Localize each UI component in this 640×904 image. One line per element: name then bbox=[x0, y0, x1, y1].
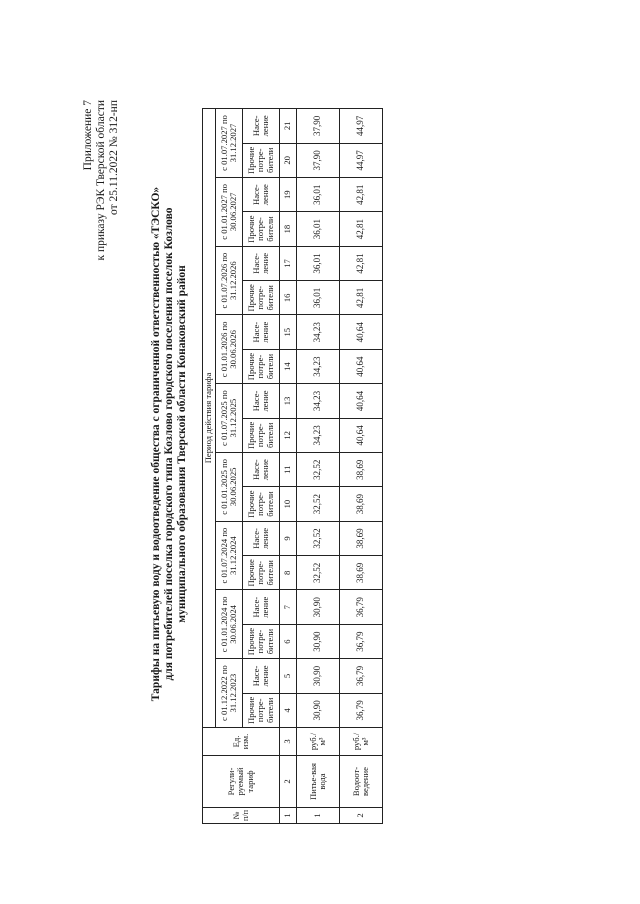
column-number: 5 bbox=[280, 659, 297, 693]
header-period-5: с 01.07.2025 по 31.12.2025 bbox=[216, 384, 243, 453]
header-period-9: с 01.07.2027 по 31.12.2027 bbox=[216, 109, 243, 178]
header-other-consumers: Прочие потре-бители bbox=[243, 212, 280, 246]
heading-line-1: Тарифы на питьевую воду и водоотведение общества с ограниченной ответственностью «ТЭСКО» bbox=[150, 186, 162, 702]
row-value: 40,64 bbox=[340, 315, 383, 349]
row-value: 44,97 bbox=[340, 109, 383, 144]
header-population: Насе-ление bbox=[243, 246, 280, 280]
row-value: 37,90 bbox=[297, 109, 340, 144]
row-number: 2 bbox=[340, 808, 383, 824]
row-number: 1 bbox=[297, 808, 340, 824]
row-value: 34,23 bbox=[297, 315, 340, 349]
header-population: Насе-ление bbox=[243, 178, 280, 212]
column-number: 13 bbox=[280, 384, 297, 418]
column-number: 7 bbox=[280, 590, 297, 624]
header-unit: Ед. изм. bbox=[203, 728, 280, 756]
row-unit: руб./м³ bbox=[340, 728, 383, 756]
column-number: 20 bbox=[280, 143, 297, 177]
row-value: 32,52 bbox=[297, 487, 340, 521]
header-other-consumers: Прочие потре-бители bbox=[243, 693, 280, 727]
column-number: 12 bbox=[280, 418, 297, 452]
header-other-consumers: Прочие потре-бители bbox=[243, 349, 280, 383]
row-value: 40,64 bbox=[340, 418, 383, 452]
row-value: 42,81 bbox=[340, 246, 383, 280]
row-value: 34,23 bbox=[297, 349, 340, 383]
row-tariff-name: Водоот-ведение bbox=[340, 756, 383, 808]
heading-line-3: муниципального образования Тверской области Конаковский район bbox=[176, 265, 188, 623]
row-value: 44,97 bbox=[340, 143, 383, 177]
header-period-7: с 01.07.2026 по 31.12.2026 bbox=[216, 246, 243, 315]
row-value: 30,90 bbox=[297, 624, 340, 658]
row-value: 36,79 bbox=[340, 590, 383, 624]
appendix-line-3: от 25.11.2022 № 312-нп bbox=[108, 100, 120, 215]
row-value: 34,23 bbox=[297, 418, 340, 452]
row-value: 38,69 bbox=[340, 453, 383, 487]
appendix-line-1: Приложение 7 bbox=[82, 100, 94, 171]
row-value: 32,52 bbox=[297, 453, 340, 487]
header-period: Период действия тарифа bbox=[203, 109, 216, 728]
header-period-3: с 01.07.2024 по 31.12.2024 bbox=[216, 521, 243, 590]
appendix-line-2: к приказу РЭК Тверской области bbox=[95, 100, 107, 261]
column-number: 8 bbox=[280, 556, 297, 590]
row-value: 38,69 bbox=[340, 521, 383, 555]
header-period-1: с 01.12.2022 по 31.12.2023 bbox=[216, 659, 243, 728]
row-value: 32,52 bbox=[297, 556, 340, 590]
header-population: Насе-ление bbox=[243, 590, 280, 624]
column-number: 19 bbox=[280, 178, 297, 212]
row-value: 34,23 bbox=[297, 384, 340, 418]
column-numbers-row bbox=[280, 109, 297, 824]
column-number: 14 bbox=[280, 349, 297, 383]
row-tariff-name: Питье-вая вода bbox=[297, 756, 340, 808]
row-value: 38,69 bbox=[340, 556, 383, 590]
header-period-4: с 01.01.2025 по 30.06.2025 bbox=[216, 453, 243, 522]
column-number: 6 bbox=[280, 624, 297, 658]
row-value: 30,90 bbox=[297, 693, 340, 727]
column-number: 2 bbox=[280, 756, 297, 808]
column-number: 10 bbox=[280, 487, 297, 521]
row-value: 30,90 bbox=[297, 659, 340, 693]
header-other-consumers: Прочие потре-бители bbox=[243, 143, 280, 177]
header-row-2 bbox=[216, 109, 243, 824]
table-row bbox=[297, 109, 340, 824]
column-number: 11 bbox=[280, 453, 297, 487]
row-value: 32,52 bbox=[297, 521, 340, 555]
row-value: 36,79 bbox=[340, 693, 383, 727]
header-row-3 bbox=[243, 109, 280, 824]
row-value: 42,81 bbox=[340, 178, 383, 212]
header-population: Насе-ление bbox=[243, 521, 280, 555]
header-population: Насе-ление bbox=[243, 453, 280, 487]
header-population: Насе-ление bbox=[243, 384, 280, 418]
header-period-8: с 01.01.2027 по 30.06.2027 bbox=[216, 178, 243, 247]
header-other-consumers: Прочие потре-бители bbox=[243, 624, 280, 658]
row-value: 42,81 bbox=[340, 212, 383, 246]
row-value: 30,90 bbox=[297, 590, 340, 624]
column-number: 18 bbox=[280, 212, 297, 246]
header-population: Насе-ление bbox=[243, 109, 280, 144]
column-number: 4 bbox=[280, 693, 297, 727]
column-number: 16 bbox=[280, 281, 297, 315]
row-value: 40,64 bbox=[340, 349, 383, 383]
header-other-consumers: Прочие потре-бители bbox=[243, 418, 280, 452]
header-tariff: Регули-руемый тариф bbox=[203, 756, 280, 808]
header-other-consumers: Прочие потре-бители bbox=[243, 281, 280, 315]
document-heading bbox=[150, 24, 189, 864]
header-period-6: с 01.01.2026 по 30.06.2026 bbox=[216, 315, 243, 384]
row-value: 36,79 bbox=[340, 624, 383, 658]
row-value: 36,79 bbox=[340, 659, 383, 693]
header-population: Насе-ление bbox=[243, 659, 280, 693]
row-unit: руб./м³ bbox=[297, 728, 340, 756]
row-value: 36,01 bbox=[297, 212, 340, 246]
header-other-consumers: Прочие потре-бители bbox=[243, 487, 280, 521]
table-row bbox=[340, 109, 383, 824]
header-other-consumers: Прочие потре-бители bbox=[243, 556, 280, 590]
row-value: 38,69 bbox=[340, 487, 383, 521]
tariff-table-body bbox=[203, 109, 383, 824]
tariff-table bbox=[202, 108, 383, 824]
column-number: 3 bbox=[280, 728, 297, 756]
row-value: 40,64 bbox=[340, 384, 383, 418]
column-number: 21 bbox=[280, 109, 297, 144]
appendix-note bbox=[82, 100, 121, 261]
header-population: Насе-ление bbox=[243, 315, 280, 349]
row-value: 37,90 bbox=[297, 143, 340, 177]
column-number: 1 bbox=[280, 808, 297, 824]
column-number: 17 bbox=[280, 246, 297, 280]
column-number: 15 bbox=[280, 315, 297, 349]
heading-line-2: для потребителей поселка городского типа Козлово городского поселения поселок Козлово bbox=[163, 207, 175, 681]
row-value: 42,81 bbox=[340, 281, 383, 315]
header-num: № п/п bbox=[203, 808, 280, 824]
header-row-1 bbox=[203, 109, 216, 824]
row-value: 36,01 bbox=[297, 178, 340, 212]
column-number: 9 bbox=[280, 521, 297, 555]
row-value: 36,01 bbox=[297, 281, 340, 315]
row-value: 36,01 bbox=[297, 246, 340, 280]
header-period-2: с 01.01.2024 по 30.06.2024 bbox=[216, 590, 243, 659]
